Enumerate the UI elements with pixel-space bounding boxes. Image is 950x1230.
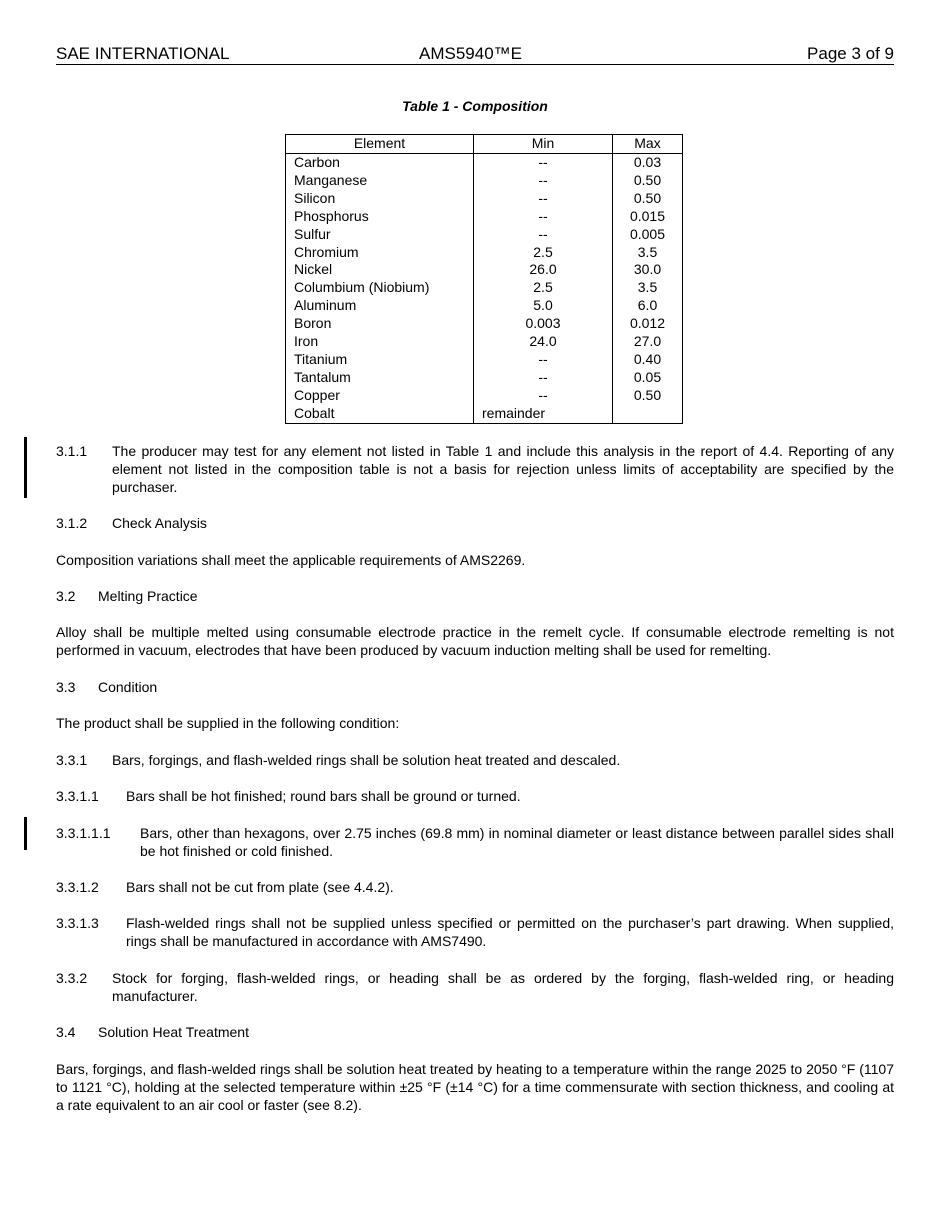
cell-min: 5.0	[474, 297, 613, 315]
table-row	[286, 405, 683, 423]
page-header	[56, 44, 894, 65]
paragraph-text: The product shall be supplied in the following condition:	[56, 715, 400, 731]
cell-min: --	[474, 226, 613, 244]
cell-min: --	[474, 351, 613, 369]
cell-min: 26.0	[474, 261, 613, 279]
section-3-3-1	[56, 751, 894, 769]
cell-element: Silicon	[286, 190, 474, 208]
section-3-3-2	[56, 969, 894, 1005]
section-3-3	[56, 678, 894, 696]
section-heading: Solution Heat Treatment	[98, 1024, 249, 1040]
section-text: Bars, other than hexagons, over 2.75 inches (69.8 mm) in nominal diameter or least distance between parallel sides shall be hot finished or cold finished.	[140, 825, 894, 859]
cell-element: Copper	[286, 387, 474, 405]
cell-max: 3.5	[613, 279, 683, 297]
cell-min: --	[474, 369, 613, 387]
cell-element: Phosphorus	[286, 208, 474, 226]
table-row	[286, 208, 683, 226]
table-row	[286, 387, 683, 405]
section-3-1-1	[56, 442, 894, 496]
section-number: 3.3	[56, 679, 76, 695]
section-text: Stock for forging, flash-welded rings, or heading shall be as ordered by the forging, flash-welded ring, or heading manufacturer.	[112, 970, 894, 1004]
paragraph-melting-practice	[56, 623, 894, 659]
cell-max: 0.40	[613, 351, 683, 369]
table-row	[286, 369, 683, 387]
composition-table-body	[286, 154, 683, 424]
column-header-min: Min	[474, 135, 613, 154]
table-row	[286, 351, 683, 369]
section-heading: Melting Practice	[98, 588, 198, 604]
table-row	[286, 172, 683, 190]
section-heading: Check Analysis	[112, 515, 207, 531]
cell-element: Carbon	[286, 154, 474, 172]
cell-min: 0.003	[474, 315, 613, 333]
cell-min: 2.5	[474, 279, 613, 297]
cell-min: 24.0	[474, 333, 613, 351]
cell-element: Manganese	[286, 172, 474, 190]
section-text: Bars, forgings, and flash-welded rings shall be solution heat treated and descaled.	[112, 752, 621, 768]
paragraph-check-analysis	[56, 551, 894, 569]
paragraph-condition	[56, 714, 894, 732]
cell-max: 0.005	[613, 226, 683, 244]
cell-min: --	[474, 387, 613, 405]
cell-element: Sulfur	[286, 226, 474, 244]
header-organization: SAE INTERNATIONAL	[56, 44, 230, 63]
cell-element: Columbium (Niobium)	[286, 279, 474, 297]
cell-max	[613, 405, 683, 423]
section-3-1-2	[56, 514, 894, 532]
cell-max: 0.012	[613, 315, 683, 333]
section-number: 3.3.2	[56, 970, 88, 986]
revision-bar	[24, 437, 27, 498]
section-text: Bars shall be hot finished; round bars shall be ground or turned.	[126, 788, 521, 804]
cell-element: Boron	[286, 315, 474, 333]
cell-element: Chromium	[286, 244, 474, 262]
section-number: 3.3.1.3	[56, 915, 99, 931]
cell-max: 0.50	[613, 172, 683, 190]
section-number: 3.3.1.2	[56, 879, 99, 895]
composition-table	[285, 134, 683, 424]
section-number: 3.3.1.1.1	[56, 825, 111, 841]
cell-max: 0.015	[613, 208, 683, 226]
section-number: 3.3.1	[56, 752, 88, 768]
section-number: 3.1.1	[56, 443, 88, 459]
section-number: 3.1.2	[56, 515, 88, 531]
cell-element: Tantalum	[286, 369, 474, 387]
cell-max: 0.03	[613, 154, 683, 172]
paragraph-text: Composition variations shall meet the applicable requirements of AMS2269.	[56, 552, 526, 568]
table-row	[286, 190, 683, 208]
cell-max: 0.50	[613, 190, 683, 208]
cell-min: --	[474, 208, 613, 226]
cell-element: Nickel	[286, 261, 474, 279]
table-row	[286, 315, 683, 333]
cell-min: remainder	[474, 405, 613, 423]
cell-min: 2.5	[474, 244, 613, 262]
paragraph-text: Alloy shall be multiple melted using consumable electrode practice in the remelt cycle. If consumable electrode remelting is not performed in vacuum, electrodes that have been produced by vacuum induction melting shall be used for remelting.	[56, 624, 894, 658]
cell-element: Iron	[286, 333, 474, 351]
table-row	[286, 333, 683, 351]
section-text: Flash-welded rings shall not be supplied unless specified or permitted on the purchaser’s part drawing. When supplied, rings shall be manufactured in accordance with AMS7490.	[126, 915, 894, 949]
paragraph-text: Bars, forgings, and flash-welded rings shall be solution heat treated by heating to a temperature within the range 2025 to 2050 °F (1107 to 1121 °C), holding at the selected temperature within ±25 °F (±14 °C) for a time commensurate with section thickness, and cooling at a rate equivalent to an air cool or faster (see 8.2).	[56, 1061, 894, 1113]
cell-max: 30.0	[613, 261, 683, 279]
section-3-4	[56, 1023, 894, 1041]
table-title: Table 1 - Composition	[402, 98, 548, 114]
table-row	[286, 261, 683, 279]
section-3-3-1-3	[56, 914, 894, 950]
header-page-number: Page 3 of 9	[807, 44, 894, 63]
revision-bar	[24, 817, 27, 850]
header-document-number: AMS5940™E	[419, 44, 522, 63]
cell-max: 27.0	[613, 333, 683, 351]
paragraph-solution-heat-treatment	[56, 1060, 894, 1114]
table-row	[286, 154, 683, 172]
section-text: The producer may test for any element not listed in Table 1 and include this analysis in the report of 4.4. Reporting of any element not listed in the composition table is not a basis for rejection unless limits of acceptability are specified by the purchaser.	[112, 443, 894, 495]
column-header-element: Element	[286, 135, 474, 154]
cell-element: Cobalt	[286, 405, 474, 423]
section-number: 3.2	[56, 588, 76, 604]
section-number: 3.4	[56, 1024, 76, 1040]
cell-max: 3.5	[613, 244, 683, 262]
section-3-3-1-1-1	[56, 824, 894, 860]
section-3-2	[56, 587, 894, 605]
table-row	[286, 226, 683, 244]
cell-max: 0.50	[613, 387, 683, 405]
section-3-3-1-2	[56, 878, 894, 896]
cell-element: Titanium	[286, 351, 474, 369]
section-heading: Condition	[98, 679, 158, 695]
cell-min: --	[474, 190, 613, 208]
cell-max: 6.0	[613, 297, 683, 315]
section-text: Bars shall not be cut from plate (see 4.4.2).	[126, 879, 394, 895]
table-row	[286, 297, 683, 315]
table-header-row	[286, 135, 683, 154]
table-row	[286, 244, 683, 262]
section-number: 3.3.1.1	[56, 788, 99, 804]
cell-min: --	[474, 172, 613, 190]
cell-min: --	[474, 154, 613, 172]
table-row	[286, 279, 683, 297]
section-3-3-1-1	[56, 787, 894, 805]
column-header-max: Max	[613, 135, 683, 154]
cell-max: 0.05	[613, 369, 683, 387]
cell-element: Aluminum	[286, 297, 474, 315]
